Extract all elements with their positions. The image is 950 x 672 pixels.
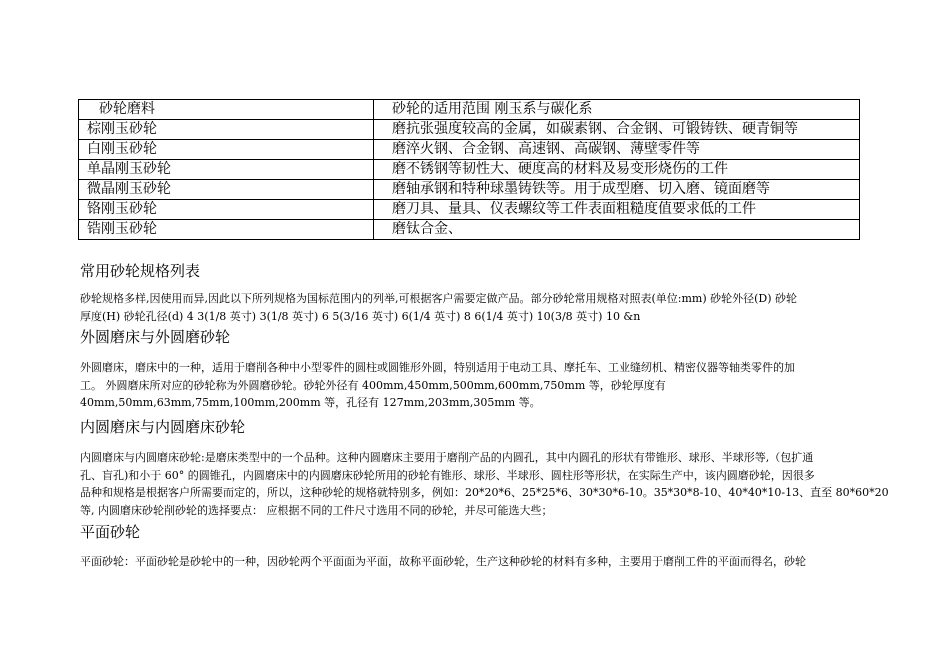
table-cell-use: 磨不锈钢等韧性大、硬度高的材料及易变形烧伤的工件: [374, 160, 860, 180]
table-cell-name: 棕刚玉砂轮: [79, 120, 374, 140]
table-row: [79, 120, 860, 140]
table-cell-name: 锆刚玉砂轮: [79, 220, 374, 240]
paragraph-line: 平面砂轮：平面砂轮是砂轮中的一种，因砂轮两个平面面为平面，故称平面砂轮，生产这种砂轮的材料有多种，主要用于磨削工件的平面而得名，砂轮: [80, 555, 806, 568]
table-cell-use: 磨轴承钢和特种球墨铸铁等。用于成型磨、切入磨、镜面磨等: [374, 180, 860, 200]
section-paragraph-surface-wheel: [80, 553, 872, 571]
table-cell-use: 磨刀具、量具、仪表螺纹等工件表面粗糙度值要求低的工件: [374, 200, 860, 220]
table-row: [79, 160, 860, 180]
paragraph-line: 厚度(H) 砂轮孔径(d) 4 3(1/8 英寸) 3(1/8 英寸) 6 5(3/16 英寸) 6(1/4 英寸) 8 6(1/4 英寸) 10(3/8 英寸) 10 &n: [80, 309, 641, 323]
table-cell-name: 单晶刚玉砂轮: [79, 160, 374, 180]
paragraph-line: 外圆磨床，磨床中的一种，适用于磨削各种中小型零件的圆柱或圆锥形外圆，特别适用于电动工具、摩托车、工业缝纫机、精密仪器等轴类零件的加: [80, 361, 795, 374]
section-paragraph-external-grinder: [80, 359, 872, 412]
table-row: [79, 220, 860, 240]
section-heading-surface-wheel: 平面砂轮: [80, 523, 141, 541]
table-cell-name: 铬刚玉砂轮: [79, 200, 374, 220]
section-paragraph-specs: [80, 290, 872, 325]
paragraph-line: 工。 外圆磨床所对应的砂轮称为外圆磨砂轮。砂轮外径有 400mm,450mm,500mm,600mm,750mm 等，砂轮厚度有: [80, 378, 666, 392]
table-cell-use: 磨抗张强度较高的金属，如碳素钢、合金钢、可锻铸铁、硬青铜等: [374, 120, 860, 140]
table-cell-name: 砂轮磨料: [79, 100, 374, 120]
paragraph-line: 内圆磨床与内圆磨床砂轮:是磨床类型中的一个品种。这种内圆磨床主要用于磨削产品的内圆孔，其中内圆孔的形状有带锥形、球形、半球形等,（包扩通: [80, 451, 814, 464]
paragraph-line: 等, 内圆磨床砂轮削砂轮的选择要点： 应根据不同的工件尺寸选用不同的砂轮，并尽可能选大些；: [80, 503, 553, 517]
table-cell-use: 砂轮的适用范围 刚玉系与碳化系: [374, 100, 860, 120]
paragraph-line: 砂轮规格多样,因使用而异,因此以下所列规格为国标范围内的列举,可根据客户需要定做产品。部分砂轮常用规格对照表(单位:mm) 砂轮外径(D) 砂轮: [80, 292, 798, 305]
paragraph-line: 40mm,50mm,63mm,75mm,100mm,200mm 等，孔径有 127mm,203mm,305mm 等。: [80, 396, 541, 409]
table-row: [79, 140, 860, 160]
section-heading-specs: 常用砂轮规格列表: [80, 262, 201, 280]
table-row: [79, 180, 860, 200]
paragraph-line: 孔、盲孔)和小于 60° 的圆锥孔，内圆磨床中的内圆磨床砂轮所用的砂轮有锥形、球形、半球形、圆柱形等形状，在实际生产中，该内圆磨砂轮，因很多: [80, 468, 815, 482]
table-row: [79, 200, 860, 220]
table-cell-name: 白刚玉砂轮: [79, 140, 374, 160]
table-cell-use: 磨钛合金、: [374, 220, 860, 240]
paragraph-line: 品种和规格是根据客户所需要而定的，所以，这种砂轮的规格就特别多，例如：20*20*6、25*25*6、30*30*6-10。35*30*8-10、40*40*10-13、直至 80*60*20: [80, 486, 889, 499]
section-heading-internal-grinder: 内圆磨床与内圆磨床砂轮: [80, 418, 246, 436]
section-paragraph-internal-grinder: [80, 449, 889, 519]
table-row: [79, 100, 860, 120]
abrasive-table: [78, 99, 860, 240]
table-cell-name: 微晶刚玉砂轮: [79, 180, 374, 200]
table-cell-use: 磨淬火钢、合金钢、高速钢、高碳钢、薄壁零件等: [374, 140, 860, 160]
section-heading-external-grinder: 外圆磨床与外圆磨砂轮: [80, 328, 231, 346]
